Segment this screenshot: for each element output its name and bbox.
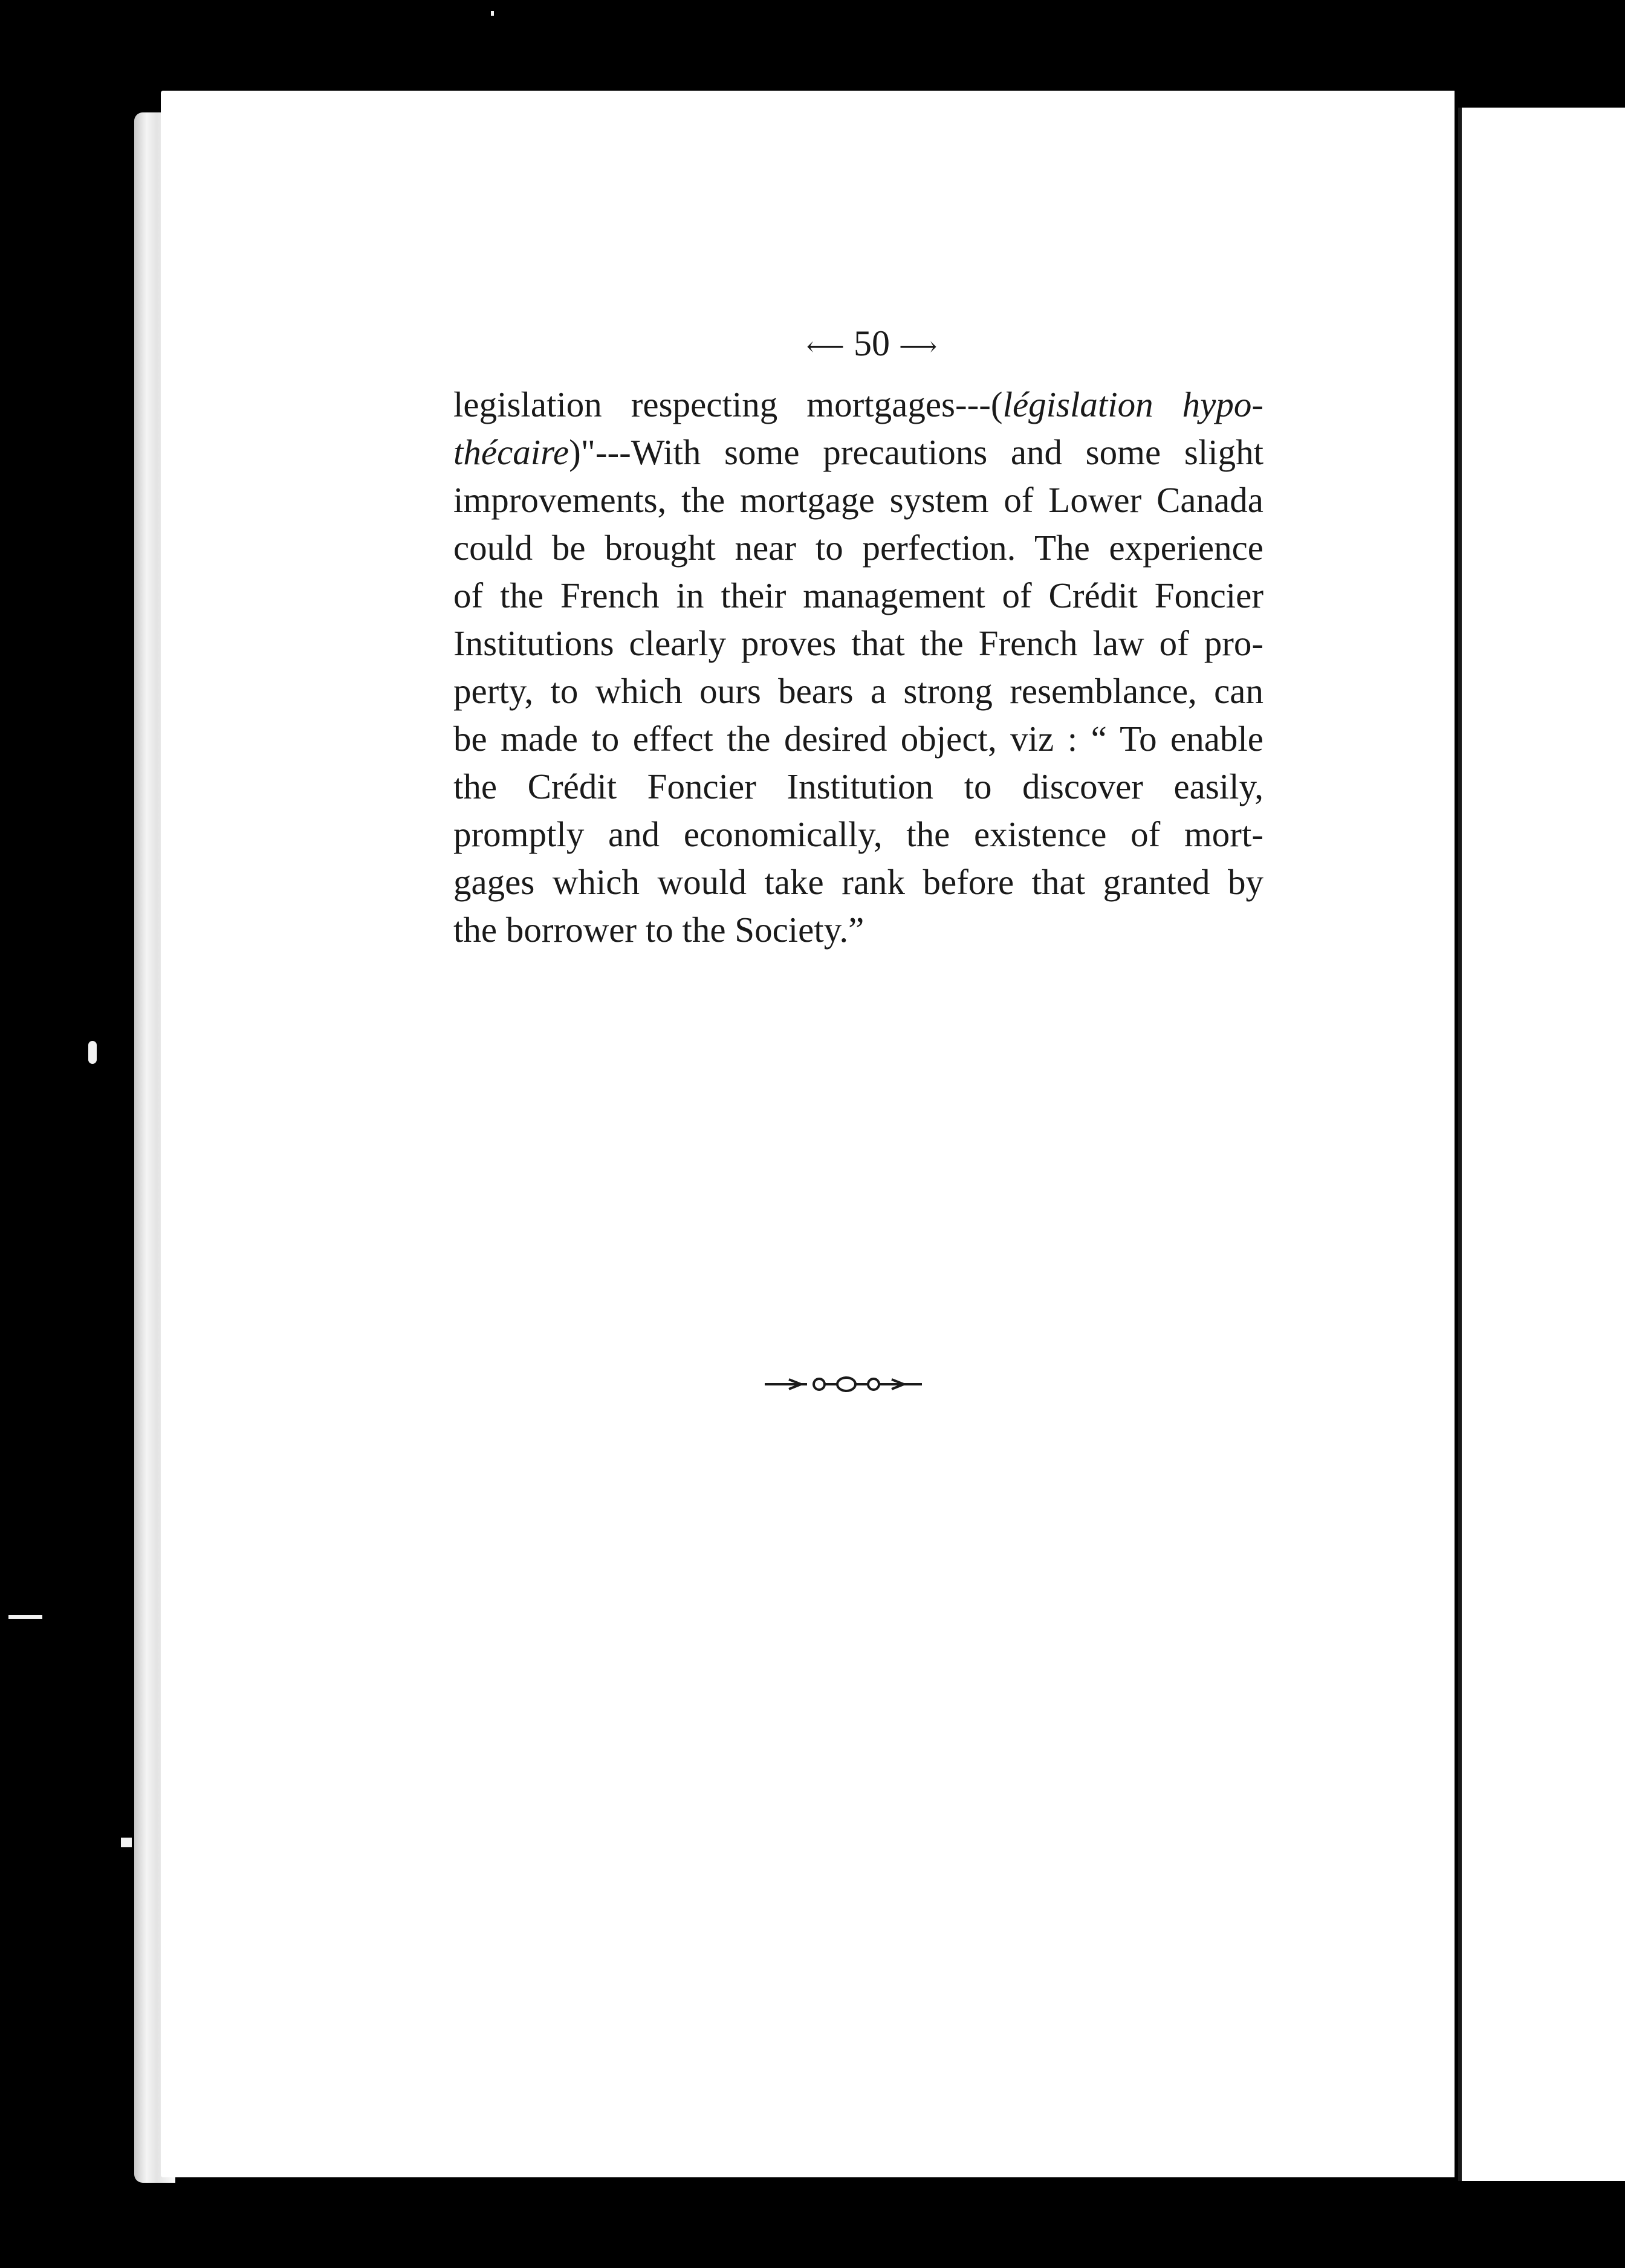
- text-segment: promptly and economically, the existence of mort-: [453, 814, 1263, 854]
- italic-text: thécaire: [453, 432, 569, 472]
- text-segment: gages which would take rank before that granted by: [453, 862, 1263, 902]
- left-flourish-icon: ⟵: [806, 332, 845, 362]
- text-line: [453, 620, 1263, 667]
- text-line: [453, 381, 1263, 429]
- text-segment: legislation respecting mortgages---(: [453, 384, 1003, 424]
- text-segment: be made to effect the desired object, viz : “ To enable: [453, 719, 1263, 759]
- text-segment: )"---With some precautions and some slight: [569, 432, 1263, 472]
- page-number: 50: [854, 323, 890, 363]
- text-segment: could be brought near to perfection. The experience: [453, 528, 1263, 568]
- scan-speck: [88, 1041, 97, 1064]
- text-segment: improvements, the mortgage system of Lower Canada: [453, 480, 1263, 520]
- text-segment: of the French in their management of Crédit Foncier: [453, 575, 1263, 615]
- text-line: [453, 811, 1263, 858]
- text-segment: Institutions clearly proves that the French law of pro-: [453, 623, 1263, 663]
- text-line: [453, 524, 1263, 572]
- text-line: [453, 858, 1263, 906]
- text-line: [453, 476, 1263, 524]
- text-segment: perty, to which ours bears a strong resemblance, can: [453, 671, 1263, 711]
- text-line: [453, 763, 1263, 811]
- text-segment: the borrower to the Society.”: [453, 910, 864, 950]
- text-line: [453, 429, 1263, 476]
- text-line: [453, 715, 1263, 763]
- scan-speck: [121, 1838, 132, 1847]
- decorative-tailpiece-icon: [765, 1366, 922, 1402]
- text-segment: the Crédit Foncier Institution to discover easily,: [453, 766, 1263, 806]
- text-line: [453, 572, 1263, 620]
- page-number-header: [799, 319, 944, 368]
- right-flourish-icon: ⟶: [899, 332, 938, 362]
- scan-speck: [491, 11, 494, 16]
- adjacent-page: [1458, 108, 1625, 2181]
- text-line: [453, 906, 1263, 954]
- italic-text: législation hypo-: [1002, 384, 1263, 424]
- scan-speck: [8, 1615, 42, 1619]
- body-paragraph: [453, 381, 1263, 954]
- text-line: [453, 667, 1263, 715]
